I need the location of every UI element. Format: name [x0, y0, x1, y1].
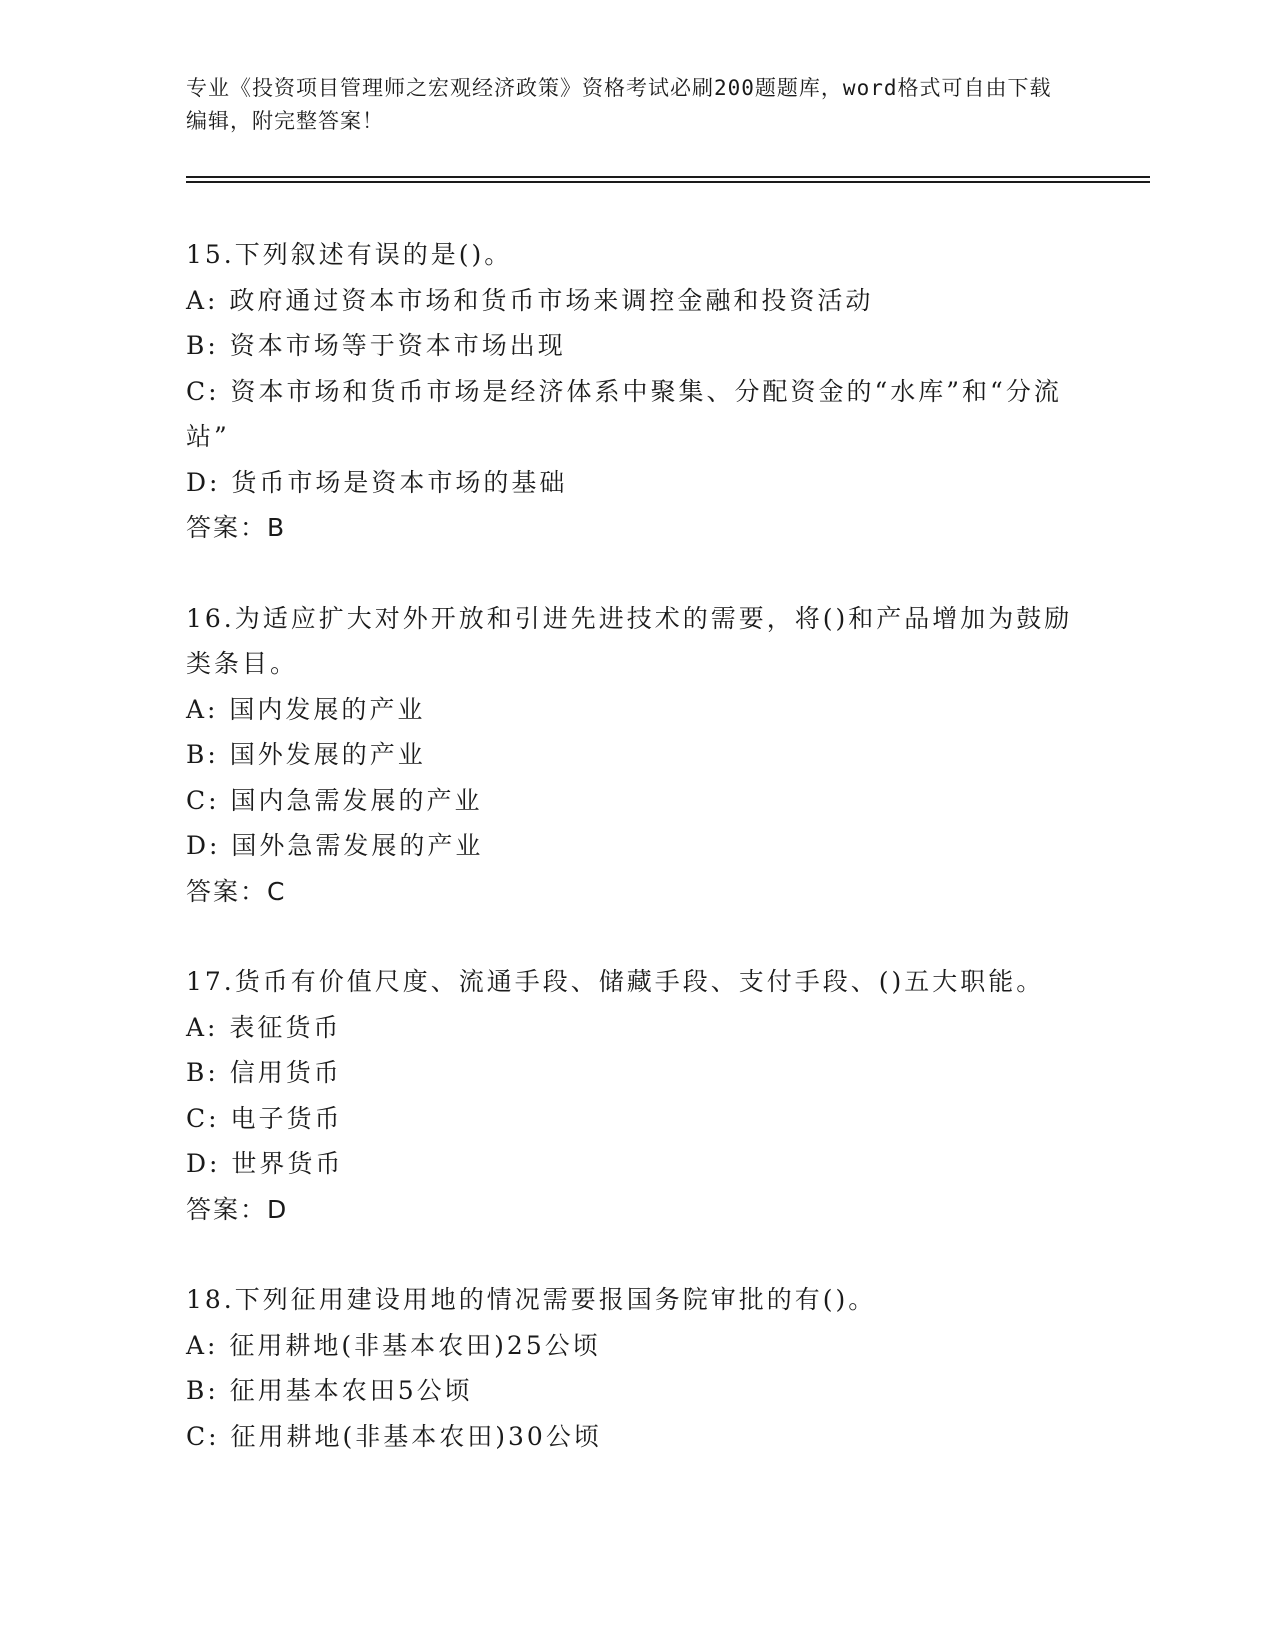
- answer-label: 答案：D: [186, 1194, 289, 1224]
- question-18: [186, 1277, 1086, 1459]
- option-a: A: 国内发展的产业: [186, 694, 426, 724]
- option-b: B: 征用基本农田5公顷: [186, 1376, 473, 1405]
- answer-label: 答案：B: [186, 513, 287, 542]
- question-16: [186, 596, 1086, 915]
- option-c: C: 电子货币: [186, 1103, 343, 1133]
- option-d: D: 国外急需发展的产业: [186, 831, 484, 860]
- option-b: B: 国外发展的产业: [186, 740, 426, 769]
- document-header: [186, 72, 1066, 138]
- header-rule-bottom: [186, 181, 1150, 183]
- option-a: A: 表征货币: [186, 1012, 342, 1042]
- option-c: C: 征用耕地(非基本农田)30公顷: [186, 1421, 602, 1451]
- option-d: D: 世界货币: [186, 1149, 344, 1178]
- option-d: D: 货币市场是资本市场的基础: [186, 467, 568, 497]
- question-stem: 17.货币有价值尺度、流通手段、储藏手段、支付手段、()五大职能。: [186, 967, 1045, 996]
- question-stem: 18.下列征用建设用地的情况需要报国务院审批的有()。: [186, 1285, 877, 1314]
- answer-label: 答案：C: [186, 876, 287, 906]
- question-stem: 15.下列叙述有误的是()。: [186, 240, 513, 269]
- option-c: C: 国内急需发展的产业: [186, 785, 483, 815]
- option-a: A: 征用耕地(非基本农田)25公顷: [186, 1330, 601, 1360]
- question-stem: 16.为适应扩大对外开放和引进先进技术的需要，将()和产品增加为鼓励类条目。: [186, 603, 1073, 678]
- header-rule-top: [186, 176, 1150, 178]
- header-text: 专业《投资项目管理师之宏观经济政策》资格考试必刷200题题库，word格式可自由下载编辑，附完整答案！: [186, 76, 1052, 133]
- question-17: [186, 959, 1086, 1232]
- question-15: [186, 232, 1086, 551]
- option-b: B: 资本市场等于资本市场出现: [186, 331, 566, 360]
- option-a: A: 政府通过资本市场和货币市场来调控金融和投资活动: [186, 285, 874, 315]
- option-b: B: 信用货币: [186, 1058, 342, 1087]
- question-list: [186, 232, 1086, 1504]
- option-c: C: 资本市场和货币市场是经济体系中聚集、分配资金的“水库”和“分流站”: [186, 376, 1062, 451]
